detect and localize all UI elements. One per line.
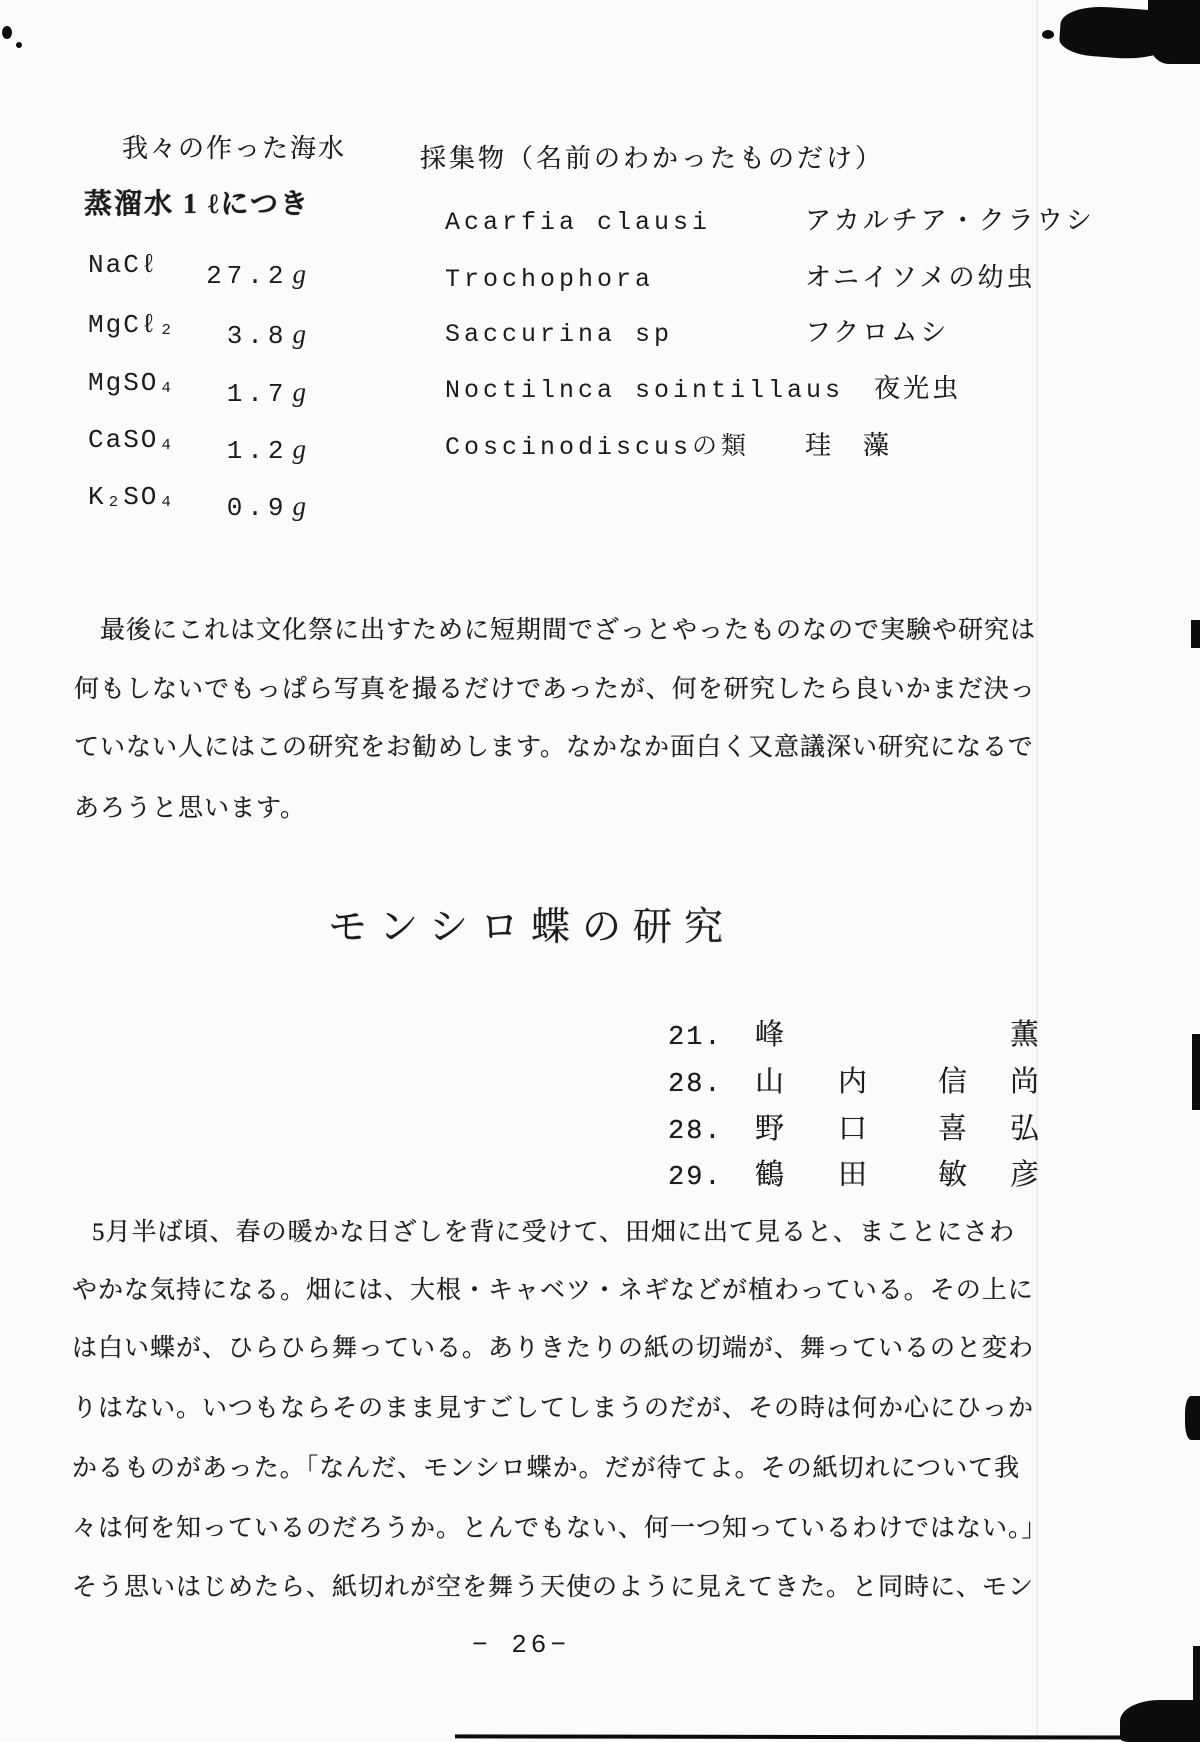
gram-unit: g bbox=[292, 319, 306, 349]
page-number: − 26− bbox=[472, 1630, 571, 1660]
chemical-amount: 1.2 bbox=[226, 436, 289, 466]
specimen-latin-name: Acarfia clausi bbox=[445, 208, 712, 237]
author-name-char: 彦 bbox=[1010, 1159, 1040, 1191]
specimen-japanese-name: オニイソメの幼虫 bbox=[805, 263, 1036, 292]
author-name-char: 田 bbox=[838, 1159, 868, 1191]
specimen-latin-name: Trochophora bbox=[445, 265, 655, 294]
author-row bbox=[668, 1059, 1039, 1100]
scan-artifact-right-edge bbox=[1192, 1034, 1200, 1110]
chemical-formula: MgSO₄ bbox=[88, 368, 177, 398]
author-name-char: 敏 bbox=[938, 1159, 968, 1191]
author-number: 21. bbox=[668, 1023, 723, 1053]
page-fold-line bbox=[1036, 0, 1038, 1742]
chemical-row bbox=[88, 366, 306, 409]
body-paragraph-line: そう思いはじめたら、紙切れが空を舞う天使のように見えてきた。と同時に、モン bbox=[72, 1574, 1035, 1601]
gram-unit: g bbox=[292, 491, 306, 521]
scan-artifact-top-right bbox=[1148, 0, 1200, 64]
scan-artifact-speck bbox=[16, 42, 22, 48]
scan-artifact-speck bbox=[1042, 30, 1054, 39]
author-name-char: 山 bbox=[755, 1066, 785, 1098]
author-number: 28. bbox=[668, 1070, 723, 1100]
specimen-row bbox=[445, 200, 1095, 237]
specimen-latin-name: Saccurina sp bbox=[445, 320, 674, 349]
body-paragraph-line: 々は何を知っているのだろうか。とんでもない、何一つ知っているわけではない。」 bbox=[72, 1515, 1048, 1542]
scan-artifact-speck bbox=[2, 26, 12, 39]
author-number: 28. bbox=[668, 1117, 723, 1147]
body-paragraph-line: 5月半ば頃、春の暖かな日ざしを背に受けて、田畑に出て見ると、まことにさわ bbox=[92, 1219, 1016, 1246]
body-paragraph-line: かるものがあった。「なんだ、モンシロ蝶か。だが待てよ。その紙切れについて我 bbox=[72, 1455, 1021, 1482]
specimen-japanese-name: フクロムシ bbox=[805, 318, 950, 347]
chemical-row bbox=[88, 480, 306, 523]
chemical-amount: 3.8 bbox=[226, 321, 289, 351]
chemical-amount: 0.9 bbox=[226, 493, 289, 523]
gram-unit: g bbox=[292, 434, 306, 464]
scan-artifact-right-edge bbox=[1185, 1396, 1200, 1440]
author-name-char: 野 bbox=[755, 1113, 785, 1145]
scan-artifact-right-edge bbox=[1191, 620, 1200, 648]
author-name-char: 喜 bbox=[938, 1113, 968, 1145]
author-name-char: 薫 bbox=[1010, 1019, 1040, 1051]
closing-paragraph-line: ていない人にはこの研究をお勧めします。なかなか面白く又意議深い研究になるで bbox=[74, 734, 1034, 761]
specimen-row bbox=[445, 425, 892, 462]
seawater-title: 我々の作った海水 bbox=[122, 134, 347, 163]
specimen-japanese-name: 夜光虫 bbox=[874, 374, 962, 403]
closing-paragraph-line: 何もしないでもっぱら写真を撮るだけであったが、何を研究したら良いかまだ決っ bbox=[74, 676, 1036, 703]
specimens-title: 採集物（名前のわかったものだけ） bbox=[420, 144, 885, 173]
body-paragraph-line: やかな気持になる。畑には、大根・キャベツ・ネギなどが植わっている。その上に bbox=[72, 1277, 1034, 1304]
specimen-latin-name: Noctilnca sointillaus bbox=[445, 376, 845, 405]
gram-unit: g bbox=[292, 259, 306, 289]
scan-artifact-bottom-edge bbox=[455, 1734, 1200, 1739]
chemical-amount: 27.2 bbox=[206, 261, 289, 291]
chemical-formula: K₂SO₄ bbox=[88, 482, 177, 512]
author-row bbox=[668, 1152, 1039, 1193]
body-paragraph-line: は白い蝶が、ひらひら舞っている。ありきたりの紙の切端が、舞っているのと変わ bbox=[72, 1335, 1035, 1362]
body-paragraph-line: りはない。いつもならそのまま見すごしてしまうのだが、その時は何か心にひっか bbox=[72, 1395, 1035, 1422]
author-name-char: 口 bbox=[838, 1113, 868, 1145]
author-row bbox=[668, 1012, 1039, 1053]
author-name-char: 弘 bbox=[1010, 1113, 1040, 1145]
chemical-row bbox=[88, 308, 306, 351]
specimen-row bbox=[445, 368, 961, 405]
specimen-latin-name: Coscinodiscusの類 bbox=[445, 433, 751, 462]
seawater-subtitle: 蒸溜水 1 ℓにつき bbox=[84, 189, 310, 220]
report-title: モンシロ蝶の研究 bbox=[328, 906, 736, 949]
chemical-formula: MgCℓ₂ bbox=[88, 310, 177, 340]
chemical-formula: NaCℓ bbox=[88, 250, 159, 280]
specimen-japanese-name: 珪 藻 bbox=[805, 431, 893, 460]
specimen-row bbox=[445, 257, 1035, 294]
specimen-japanese-name: アカルチア・クラウシ bbox=[805, 206, 1095, 235]
closing-paragraph-line: 最後にこれは文化祭に出すために短期間でざっとやったものなので実験や研究は bbox=[100, 617, 1037, 644]
chemical-row bbox=[88, 423, 306, 466]
chemical-row bbox=[88, 248, 306, 291]
author-name-char: 内 bbox=[838, 1066, 868, 1098]
author-name-char: 尚 bbox=[1010, 1066, 1040, 1098]
author-name-char: 峰 bbox=[755, 1019, 785, 1051]
author-row bbox=[668, 1106, 1039, 1147]
author-number: 29. bbox=[668, 1163, 723, 1193]
specimen-row bbox=[445, 312, 949, 349]
chemical-formula: CaSO₄ bbox=[88, 425, 177, 455]
closing-paragraph-line: あろうと思います。 bbox=[74, 795, 307, 822]
author-name-char: 信 bbox=[938, 1066, 968, 1098]
gram-unit: g bbox=[292, 377, 306, 407]
author-name-char: 鶴 bbox=[755, 1159, 785, 1191]
chemical-amount: 1.7 bbox=[226, 379, 289, 409]
